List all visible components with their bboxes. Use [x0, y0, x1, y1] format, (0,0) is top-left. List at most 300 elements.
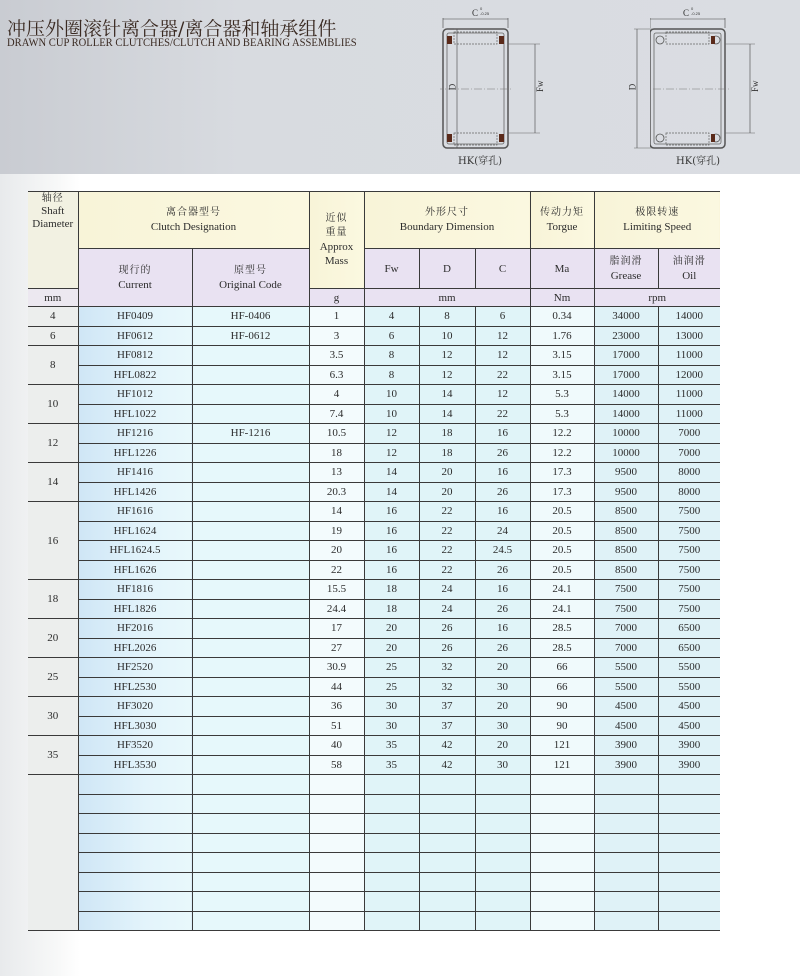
- empty-cell: [78, 853, 192, 873]
- empty-cell: [475, 833, 530, 853]
- cell-fw: 30: [364, 697, 419, 717]
- empty-cell: [594, 833, 658, 853]
- empty-cell: [594, 853, 658, 873]
- header-shaft-diameter: 轴径 Shaft Diameter: [28, 192, 78, 289]
- cell-c: 26: [475, 560, 530, 580]
- table-row: [28, 619, 720, 639]
- cell-torque: 0.34: [530, 307, 594, 327]
- cell-oil-speed: 4500: [658, 697, 720, 717]
- header-torque: 传动力矩 Torgue: [530, 192, 594, 249]
- cell-d: 12: [419, 365, 475, 385]
- cell-shaft-diameter: 16: [28, 502, 78, 580]
- cell-grease-speed: 3900: [594, 736, 658, 756]
- header-approx-mass: 近似 重量 Approx Mass: [309, 192, 364, 289]
- cell-oil-speed: 7500: [658, 541, 720, 561]
- cell-shaft-diameter: 25: [28, 658, 78, 697]
- empty-cell: [309, 814, 364, 834]
- svg-text:-0.25: -0.25: [480, 11, 490, 16]
- empty-cell: [475, 794, 530, 814]
- cell-mass: 10.5: [309, 424, 364, 444]
- cell-grease-speed: 7500: [594, 580, 658, 600]
- table-row: [28, 463, 720, 483]
- cell-d: 20: [419, 463, 475, 483]
- cell-oil-speed: 5500: [658, 677, 720, 697]
- cell-d: 32: [419, 658, 475, 678]
- cell-grease-speed: 9500: [594, 463, 658, 483]
- cell-grease-speed: 4500: [594, 697, 658, 717]
- unit-torque: Nm: [530, 289, 594, 307]
- cell-mass: 4: [309, 385, 364, 405]
- table-row: [28, 560, 720, 580]
- blank-row: [28, 833, 720, 853]
- cell-c: 26: [475, 638, 530, 658]
- empty-cell: [475, 814, 530, 834]
- empty-cell: [658, 775, 720, 795]
- empty-cell: [192, 833, 309, 853]
- cell-mass: 20: [309, 541, 364, 561]
- empty-cell: [78, 892, 192, 912]
- specification-table: [28, 191, 720, 931]
- cell-torque: 20.5: [530, 560, 594, 580]
- cell-original-code: [192, 677, 309, 697]
- cell-original-code: HF-1216: [192, 424, 309, 444]
- cell-original-code: [192, 502, 309, 522]
- cell-mass: 36: [309, 697, 364, 717]
- cell-torque: 90: [530, 716, 594, 736]
- cell-oil-speed: 11000: [658, 404, 720, 424]
- cell-current: HFL2026: [78, 638, 192, 658]
- cell-torque: 66: [530, 677, 594, 697]
- empty-cell: [594, 892, 658, 912]
- cell-original-code: [192, 716, 309, 736]
- cell-grease-speed: 7000: [594, 619, 658, 639]
- table-row: [28, 404, 720, 424]
- cell-torque: 20.5: [530, 521, 594, 541]
- cell-fw: 14: [364, 482, 419, 502]
- empty-cell: [364, 892, 419, 912]
- cell-current: HFL1426: [78, 482, 192, 502]
- cell-oil-speed: 6500: [658, 638, 720, 658]
- cell-oil-speed: 11000: [658, 346, 720, 366]
- cell-fw: 35: [364, 736, 419, 756]
- cell-d: 12: [419, 346, 475, 366]
- cell-current: HF3020: [78, 697, 192, 717]
- cell-torque: 1.76: [530, 326, 594, 346]
- cell-current: HF1616: [78, 502, 192, 522]
- cell-d: 26: [419, 619, 475, 639]
- cell-oil-speed: 3900: [658, 755, 720, 775]
- cell-torque: 121: [530, 736, 594, 756]
- empty-cell: [658, 853, 720, 873]
- empty-cell: [309, 853, 364, 873]
- cell-mass: 30.9: [309, 658, 364, 678]
- cell-torque: 12.2: [530, 443, 594, 463]
- cell-d: 42: [419, 736, 475, 756]
- cell-c: 16: [475, 502, 530, 522]
- cell-grease-speed: 10000: [594, 443, 658, 463]
- cell-shaft-diameter: 35: [28, 736, 78, 775]
- cell-d: 22: [419, 560, 475, 580]
- cell-torque: 3.15: [530, 346, 594, 366]
- cell-current: HFL1624.5: [78, 541, 192, 561]
- empty-cell: [78, 814, 192, 834]
- cell-original-code: [192, 365, 309, 385]
- cell-mass: 24.4: [309, 599, 364, 619]
- table-row: [28, 580, 720, 600]
- cell-shaft-diameter: 8: [28, 346, 78, 385]
- cell-c: 16: [475, 619, 530, 639]
- empty-cell: [364, 872, 419, 892]
- empty-cell: [658, 814, 720, 834]
- empty-cell: [594, 814, 658, 834]
- label-fw: Fw: [750, 80, 760, 92]
- cell-fw: 10: [364, 385, 419, 405]
- empty-cell: [658, 833, 720, 853]
- cell-current: HFL3030: [78, 716, 192, 736]
- header-boundary-dimension: 外形尺寸 Boundary Dimension: [364, 192, 530, 249]
- cell-fw: 18: [364, 599, 419, 619]
- svg-text:0: 0: [691, 6, 694, 11]
- cell-original-code: [192, 541, 309, 561]
- cell-d: 32: [419, 677, 475, 697]
- cell-fw: 4: [364, 307, 419, 327]
- svg-text:0: 0: [480, 6, 483, 11]
- cell-d: 26: [419, 638, 475, 658]
- cell-fw: 16: [364, 560, 419, 580]
- header-fw: Fw: [364, 249, 419, 289]
- empty-cell: [658, 794, 720, 814]
- cell-fw: 20: [364, 638, 419, 658]
- table-row: [28, 697, 720, 717]
- cell-c: 22: [475, 404, 530, 424]
- cell-d: 8: [419, 307, 475, 327]
- empty-cell: [309, 775, 364, 795]
- cell-original-code: [192, 443, 309, 463]
- cell-fw: 35: [364, 755, 419, 775]
- cell-fw: 12: [364, 424, 419, 444]
- cell-torque: 20.5: [530, 541, 594, 561]
- cell-current: HFL0822: [78, 365, 192, 385]
- cell-torque: 90: [530, 697, 594, 717]
- cell-c: 16: [475, 424, 530, 444]
- label-d: D: [447, 83, 458, 91]
- cell-mass: 22: [309, 560, 364, 580]
- cell-current: HFL2530: [78, 677, 192, 697]
- empty-cell: [78, 833, 192, 853]
- cell-original-code: [192, 346, 309, 366]
- page-title-en: DRAWN CUP ROLLER CLUTCHES/CLUTCH AND BEARING ASSEMBLIES: [7, 37, 357, 49]
- cell-c: 30: [475, 677, 530, 697]
- cell-current: HF1416: [78, 463, 192, 483]
- empty-cell: [419, 911, 475, 931]
- svg-text:-0.25: -0.25: [691, 11, 701, 16]
- cell-fw: 18: [364, 580, 419, 600]
- cell-oil-speed: 5500: [658, 658, 720, 678]
- blank-row: [28, 872, 720, 892]
- cell-c: 22: [475, 365, 530, 385]
- header-original-code: 原型号 Original Code: [192, 249, 309, 307]
- cell-grease-speed: 8500: [594, 502, 658, 522]
- label-c: C: [472, 8, 479, 18]
- cell-current: HF1216: [78, 424, 192, 444]
- cell-original-code: [192, 755, 309, 775]
- table-row: [28, 424, 720, 444]
- cell-shaft-diameter: 4: [28, 307, 78, 327]
- cell-mass: 7.4: [309, 404, 364, 424]
- table-row: [28, 482, 720, 502]
- cell-current: HFL1626: [78, 560, 192, 580]
- empty-cell: [658, 911, 720, 931]
- table-row: [28, 541, 720, 561]
- empty-cell: [78, 794, 192, 814]
- cell-grease-speed: 17000: [594, 346, 658, 366]
- cell-d: 14: [419, 385, 475, 405]
- cell-original-code: [192, 385, 309, 405]
- cell-grease-speed: 4500: [594, 716, 658, 736]
- cell-fw: 16: [364, 521, 419, 541]
- cell-d: 22: [419, 502, 475, 522]
- cell-fw: 14: [364, 463, 419, 483]
- empty-cell: [419, 794, 475, 814]
- cell-original-code: [192, 599, 309, 619]
- diagram-caption: HK(穿孔): [458, 156, 502, 167]
- cell-current: HF0409: [78, 307, 192, 327]
- unit-dimension: mm: [364, 289, 530, 307]
- empty-cell: [364, 814, 419, 834]
- empty-cell: [309, 833, 364, 853]
- blank-row: [28, 892, 720, 912]
- cell-c: 26: [475, 443, 530, 463]
- cell-mass: 18: [309, 443, 364, 463]
- header-current: 现行的 Current: [78, 249, 192, 307]
- cell-original-code: [192, 736, 309, 756]
- empty-cell: [78, 775, 192, 795]
- empty-cell: [594, 775, 658, 795]
- cell-oil-speed: 7000: [658, 424, 720, 444]
- cell-grease-speed: 7500: [594, 599, 658, 619]
- empty-cell: [530, 794, 594, 814]
- cell-torque: 17.3: [530, 482, 594, 502]
- empty-cell: [364, 833, 419, 853]
- cell-mass: 20.3: [309, 482, 364, 502]
- cell-fw: 8: [364, 346, 419, 366]
- empty-cell: [530, 775, 594, 795]
- blank-row: [28, 794, 720, 814]
- empty-cell: [192, 794, 309, 814]
- cell-fw: 10: [364, 404, 419, 424]
- cell-oil-speed: 7500: [658, 521, 720, 541]
- cell-grease-speed: 8500: [594, 560, 658, 580]
- empty-cell: [530, 814, 594, 834]
- header-grease: 脂润滑 Grease: [594, 249, 658, 289]
- cell-c: 26: [475, 599, 530, 619]
- cell-c: 20: [475, 658, 530, 678]
- table-row: [28, 638, 720, 658]
- blank-row: [28, 911, 720, 931]
- cell-grease-speed: 17000: [594, 365, 658, 385]
- header-oil: 油润滑 Oil: [658, 249, 720, 289]
- cell-fw: 30: [364, 716, 419, 736]
- cell-current: HF3520: [78, 736, 192, 756]
- empty-cell: [192, 911, 309, 931]
- empty-cell: [192, 775, 309, 795]
- empty-cell: [475, 911, 530, 931]
- cell-torque: 5.3: [530, 385, 594, 405]
- header-ma: Ma: [530, 249, 594, 289]
- cell-oil-speed: 12000: [658, 365, 720, 385]
- table-row: [28, 736, 720, 756]
- empty-cell: [419, 775, 475, 795]
- cell-fw: 16: [364, 541, 419, 561]
- cell-mass: 58: [309, 755, 364, 775]
- cell-c: 24: [475, 521, 530, 541]
- cell-current: HF1816: [78, 580, 192, 600]
- cell-original-code: [192, 658, 309, 678]
- unit-mass: g: [309, 289, 364, 307]
- cell-oil-speed: 7500: [658, 580, 720, 600]
- header-clutch-designation: 离合器型号 Clutch Designation: [78, 192, 309, 249]
- cell-shaft-diameter: 6: [28, 326, 78, 346]
- cell-torque: 24.1: [530, 580, 594, 600]
- unit-shaft: mm: [28, 289, 78, 307]
- cell-c: 20: [475, 736, 530, 756]
- unit-speed: rpm: [594, 289, 720, 307]
- cell-c: 16: [475, 580, 530, 600]
- table-row: [28, 755, 720, 775]
- cell-mass: 27: [309, 638, 364, 658]
- cell-original-code: HF-0612: [192, 326, 309, 346]
- cell-oil-speed: 11000: [658, 385, 720, 405]
- empty-cell: [192, 853, 309, 873]
- cell-mass: 14: [309, 502, 364, 522]
- cell-original-code: [192, 580, 309, 600]
- cell-oil-speed: 13000: [658, 326, 720, 346]
- empty-cell: [594, 872, 658, 892]
- cell-oil-speed: 8000: [658, 463, 720, 483]
- cell-current: HFL3530: [78, 755, 192, 775]
- cell-c: 12: [475, 346, 530, 366]
- cell-oil-speed: 8000: [658, 482, 720, 502]
- cell-torque: 5.3: [530, 404, 594, 424]
- cell-mass: 44: [309, 677, 364, 697]
- empty-cell: [78, 872, 192, 892]
- cell-d: 22: [419, 521, 475, 541]
- cell-d: 24: [419, 580, 475, 600]
- empty-cell: [192, 814, 309, 834]
- diagram-clutch-bearing: [650, 0, 770, 175]
- cell-grease-speed: 5500: [594, 677, 658, 697]
- cell-shaft-diameter: 10: [28, 385, 78, 424]
- cell-c: 12: [475, 326, 530, 346]
- cell-d: 18: [419, 443, 475, 463]
- cell-d: 37: [419, 716, 475, 736]
- blank-row: [28, 775, 720, 795]
- empty-cell: [530, 872, 594, 892]
- cell-original-code: [192, 560, 309, 580]
- blank-row: [28, 853, 720, 873]
- cell-fw: 25: [364, 677, 419, 697]
- empty-cell: [475, 775, 530, 795]
- cell-shaft-diameter: 14: [28, 463, 78, 502]
- cell-fw: 8: [364, 365, 419, 385]
- header-limiting-speed: 极限转速 Limiting Speed: [594, 192, 720, 249]
- empty-cell: [192, 872, 309, 892]
- cell-original-code: [192, 638, 309, 658]
- cell-original-code: [192, 521, 309, 541]
- empty-cell: [309, 892, 364, 912]
- cell-grease-speed: 5500: [594, 658, 658, 678]
- empty-cell: [364, 911, 419, 931]
- empty-cell: [658, 892, 720, 912]
- header-d: D: [419, 249, 475, 289]
- empty-cell: [530, 853, 594, 873]
- cell-mass: 13: [309, 463, 364, 483]
- cell-mass: 19: [309, 521, 364, 541]
- cell-mass: 17: [309, 619, 364, 639]
- cell-mass: 3: [309, 326, 364, 346]
- cell-original-code: [192, 404, 309, 424]
- cell-original-code: HF-0406: [192, 307, 309, 327]
- table-row: [28, 326, 720, 346]
- cell-original-code: [192, 697, 309, 717]
- cell-c: 16: [475, 463, 530, 483]
- cell-fw: 16: [364, 502, 419, 522]
- cell-shaft-diameter: 12: [28, 424, 78, 463]
- empty-cell: [594, 911, 658, 931]
- cell-grease-speed: 34000: [594, 307, 658, 327]
- cell-fw: 25: [364, 658, 419, 678]
- empty-cell: [364, 853, 419, 873]
- cell-current: HF2520: [78, 658, 192, 678]
- cell-mass: 15.5: [309, 580, 364, 600]
- table-row: [28, 346, 720, 366]
- cell-grease-speed: 14000: [594, 385, 658, 405]
- cell-grease-speed: 9500: [594, 482, 658, 502]
- cell-shaft-diameter: 20: [28, 619, 78, 658]
- cell-c: 6: [475, 307, 530, 327]
- empty-cell: [309, 872, 364, 892]
- table-row: [28, 385, 720, 405]
- cell-current: HFL1022: [78, 404, 192, 424]
- cell-shaft-diameter: 18: [28, 580, 78, 619]
- cell-grease-speed: 8500: [594, 521, 658, 541]
- cell-current: HFL1226: [78, 443, 192, 463]
- page-title-cn: 冲压外圈滚针离合器/离合器和轴承组件: [7, 18, 337, 40]
- cell-torque: 66: [530, 658, 594, 678]
- empty-cell: [419, 872, 475, 892]
- cell-original-code: [192, 619, 309, 639]
- cell-d: 37: [419, 697, 475, 717]
- cell-torque: 12.2: [530, 424, 594, 444]
- cell-grease-speed: 3900: [594, 755, 658, 775]
- empty-cell: [530, 833, 594, 853]
- cell-c: 24.5: [475, 541, 530, 561]
- cell-d: 24: [419, 599, 475, 619]
- cell-torque: 24.1: [530, 599, 594, 619]
- cell-torque: 17.3: [530, 463, 594, 483]
- cell-original-code: [192, 482, 309, 502]
- cell-oil-speed: 7500: [658, 560, 720, 580]
- cell-grease-speed: 7000: [594, 638, 658, 658]
- cell-torque: 28.5: [530, 638, 594, 658]
- cell-fw: 20: [364, 619, 419, 639]
- label-fw: Fw: [535, 80, 545, 92]
- cell-fw: 6: [364, 326, 419, 346]
- cell-shaft-diameter: 30: [28, 697, 78, 736]
- cell-oil-speed: 7500: [658, 599, 720, 619]
- empty-cell: [309, 911, 364, 931]
- diagram-caption: HK(穿孔): [676, 156, 720, 167]
